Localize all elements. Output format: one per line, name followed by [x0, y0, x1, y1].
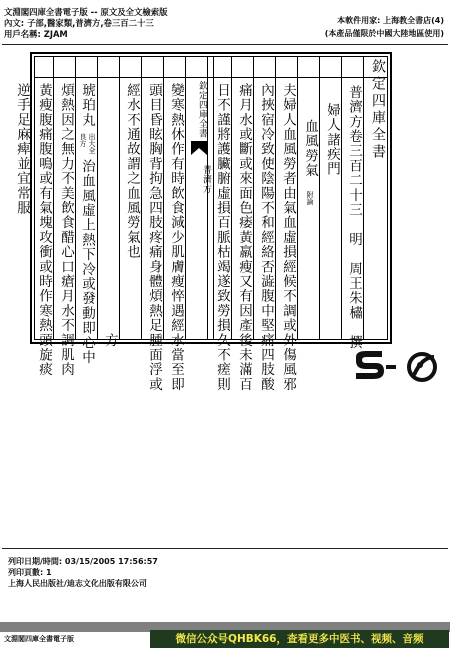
formula-indication: 治血風虛上熱下冷或發動即心中	[79, 159, 95, 365]
text-column: 內挾宿冷致使陰陽不和經絡否澁腹中堅痛四肢酸	[258, 83, 274, 392]
text-column: 經水不通故謂之血風勞氣也	[124, 83, 140, 260]
print-page-count: 列印頁數: 1	[8, 568, 52, 577]
print-datetime: 列印日期/時間: 03/15/2005 17:56:57	[8, 557, 158, 566]
header-product-title: 文淵閣四庫全書電子版 -- 原文及全文檢索版	[4, 7, 168, 17]
section-heading-column: 婦人諸疾門	[324, 103, 340, 177]
header-user-name: 用戶名稱: ZJAM	[4, 29, 68, 40]
header-rule	[2, 44, 448, 45]
center-book-title: 欽定四庫全書	[197, 81, 207, 138]
footer	[8, 556, 158, 589]
title-rule	[35, 77, 387, 78]
fish-tail-mark-icon	[191, 141, 207, 155]
formula-name: 琥珀丸	[79, 83, 95, 128]
subheading-note: 附論	[306, 191, 314, 205]
center-fold-column	[191, 79, 211, 341]
watermark-banner: 微信公众号QHBK66，查看更多中医书、视频、音频	[150, 630, 449, 648]
formula-source-note-a: 出大全	[88, 133, 96, 154]
text-column: 痛月水或斷或來面色痿黃羸瘦又有因產後未滿百	[236, 83, 252, 392]
text-column: 逆手足麻痺並宜常服	[14, 83, 30, 216]
text-column: 頭目昏眩胸背拘急四肢疼痛身體煩熱足腫面浮或	[146, 83, 162, 392]
text-column: 煩熱因之無力不美飲食醋心口瘡月水不調肌肉	[58, 83, 74, 377]
publisher-logo-icon	[352, 349, 444, 383]
next-page-header: 文淵閣四庫全書電子版	[4, 635, 74, 643]
header-region-notice: (本產品僅限於中國大陸地區使用)	[324, 29, 444, 38]
prescription-heading: 方	[102, 333, 118, 348]
header-licensee: 本軟件用家: 上海教全書店(4)	[337, 16, 444, 25]
center-volume-title: 普濟方	[201, 165, 211, 194]
footer-rule	[2, 548, 448, 549]
formula-column	[78, 83, 96, 365]
header-right	[279, 14, 444, 40]
header-content-path: 內文: 子部,醫家類,普濟方,卷三百二十三	[4, 18, 154, 29]
volume-author-column: 普濟方卷三百二十三 明 周王朱橚 撰	[346, 85, 362, 350]
formula-source-note-b: 良方	[79, 133, 87, 147]
text-column: 變寒熱休作有時飲食減少肌膚瘦悴遇經水當至即	[168, 83, 184, 392]
header-left	[4, 7, 254, 41]
text-column: 黃瘦腹痛腹鳴或有氣塊攻衝或時作寒熱頭旋痰	[36, 83, 52, 377]
publisher-line: 上海人民出版社/迪志文化出版有限公司	[8, 579, 147, 588]
subheading-column	[302, 119, 320, 205]
text-column: 夫婦人血風勞者由氣血虛損經候不調或外傷風邪	[280, 83, 296, 392]
text-column: 日不謹將護臟腑虛損百脈枯竭遂致勞損久不瘥則	[214, 83, 230, 392]
book-title-column: 欽定四庫全書	[370, 59, 386, 161]
scan-frame-inner	[14, 56, 388, 392]
scan-frame	[14, 52, 392, 392]
subheading-title: 血風勞氣	[302, 119, 318, 178]
